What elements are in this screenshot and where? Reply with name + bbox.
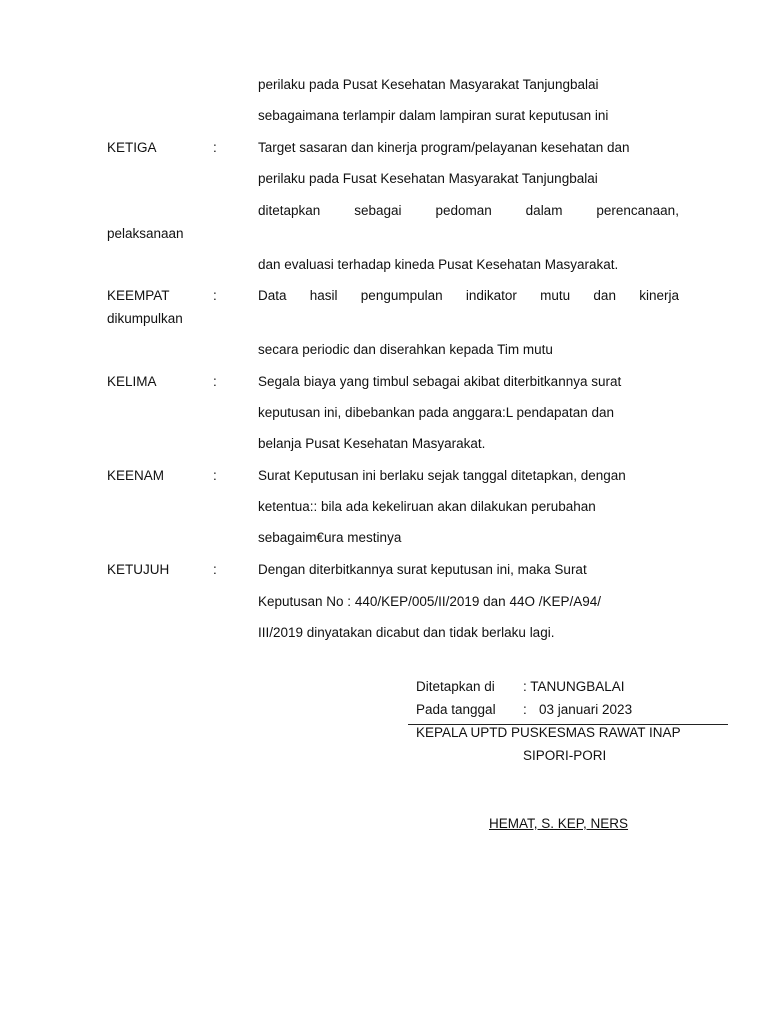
word: pengumpulan <box>360 288 443 303</box>
clause-colon: : <box>213 288 217 303</box>
text-line: Segala biaya yang timbul sebagai akibat diterbitkannya surat <box>258 374 622 389</box>
text-line: secara periodic dan diserahkan kepada Tim mutu <box>258 342 553 357</box>
word: ditetapkan <box>258 203 321 218</box>
word: kinerja <box>639 288 679 303</box>
text-line: III/2019 dinyatakan dicabut dan tidak berlaku lagi. <box>258 625 555 640</box>
word: dalam <box>525 203 563 218</box>
text-line: ketentua:: bila ada kekeliruan akan dilakukan perubahan <box>258 499 596 514</box>
text-line: Surat Keputusan ini berlaku sejak tanggal ditetapkan, dengan <box>258 468 626 483</box>
text-line: sebagaimana terlampir dalam lampiran surat keputusan ini <box>258 108 609 123</box>
clause-label-keenam: KEENAM <box>107 468 165 483</box>
clause-label-ketiga: KETIGA <box>107 140 157 155</box>
wrapped-word: dikumpulkan <box>107 311 183 326</box>
clause-label-kelima: KELIMA <box>107 374 157 389</box>
clause-colon: : <box>213 374 217 389</box>
ditetapkan-value: : TANUNGBALAI <box>523 679 625 694</box>
word: hasil <box>309 288 338 303</box>
text-line: belanja Pusat Kesehatan Masyarakat. <box>258 436 486 451</box>
text-line: keputusan ini, dibebankan pada anggara:L pendapatan dan <box>258 405 615 420</box>
tanggal-colon: : <box>523 702 527 717</box>
signer-name: HEMAT, S. KEP, NERS <box>489 816 629 831</box>
clause-colon: : <box>213 468 217 483</box>
word: dan <box>593 288 616 303</box>
office-title: KEPALA UPTD PUSKESMAS RAWAT INAP <box>416 725 681 740</box>
text-line: perilaku pada Fusat Kesehatan Masyarakat Tanjungbalai <box>258 171 598 186</box>
word: mutu <box>540 288 571 303</box>
wrapped-word: pelaksanaan <box>107 226 184 241</box>
clause-colon: : <box>213 140 217 155</box>
tanggal-value: 03 januari 2023 <box>539 702 633 717</box>
word: pedoman <box>435 203 492 218</box>
tanggal-label: Pada tanggal <box>416 702 496 717</box>
clause-label-keempat: KEEMPAT <box>107 288 170 303</box>
justified-line <box>258 288 679 303</box>
text-line: dan evaluasi terhadap kineda Pusat Kesehatan Masyarakat. <box>258 257 619 272</box>
word: perencanaan, <box>596 203 679 218</box>
office-subtitle: SIPORI-PORI <box>523 748 607 763</box>
justified-line <box>258 203 679 218</box>
ditetapkan-label: Ditetapkan di <box>416 679 495 694</box>
clause-colon: : <box>213 562 217 577</box>
word: indikator <box>465 288 517 303</box>
word: sebagai <box>354 203 402 218</box>
text-line: Dengan diterbitkannya surat keputusan ini, maka Surat <box>258 562 587 577</box>
text-line: perilaku pada Pusat Kesehatan Masyarakat Tanjungbalai <box>258 77 599 92</box>
word: Data <box>258 288 287 303</box>
text-line: sebagaim€ura mestinya <box>258 530 402 545</box>
text-line: Target sasaran dan kinerja program/pelayanan kesehatan dan <box>258 140 630 155</box>
text-line: Keputusan No : 440/KEP/005/II/2019 dan 44O /KEP/A94/ <box>258 594 601 609</box>
clause-label-ketujuh: KETUJUH <box>107 562 170 577</box>
